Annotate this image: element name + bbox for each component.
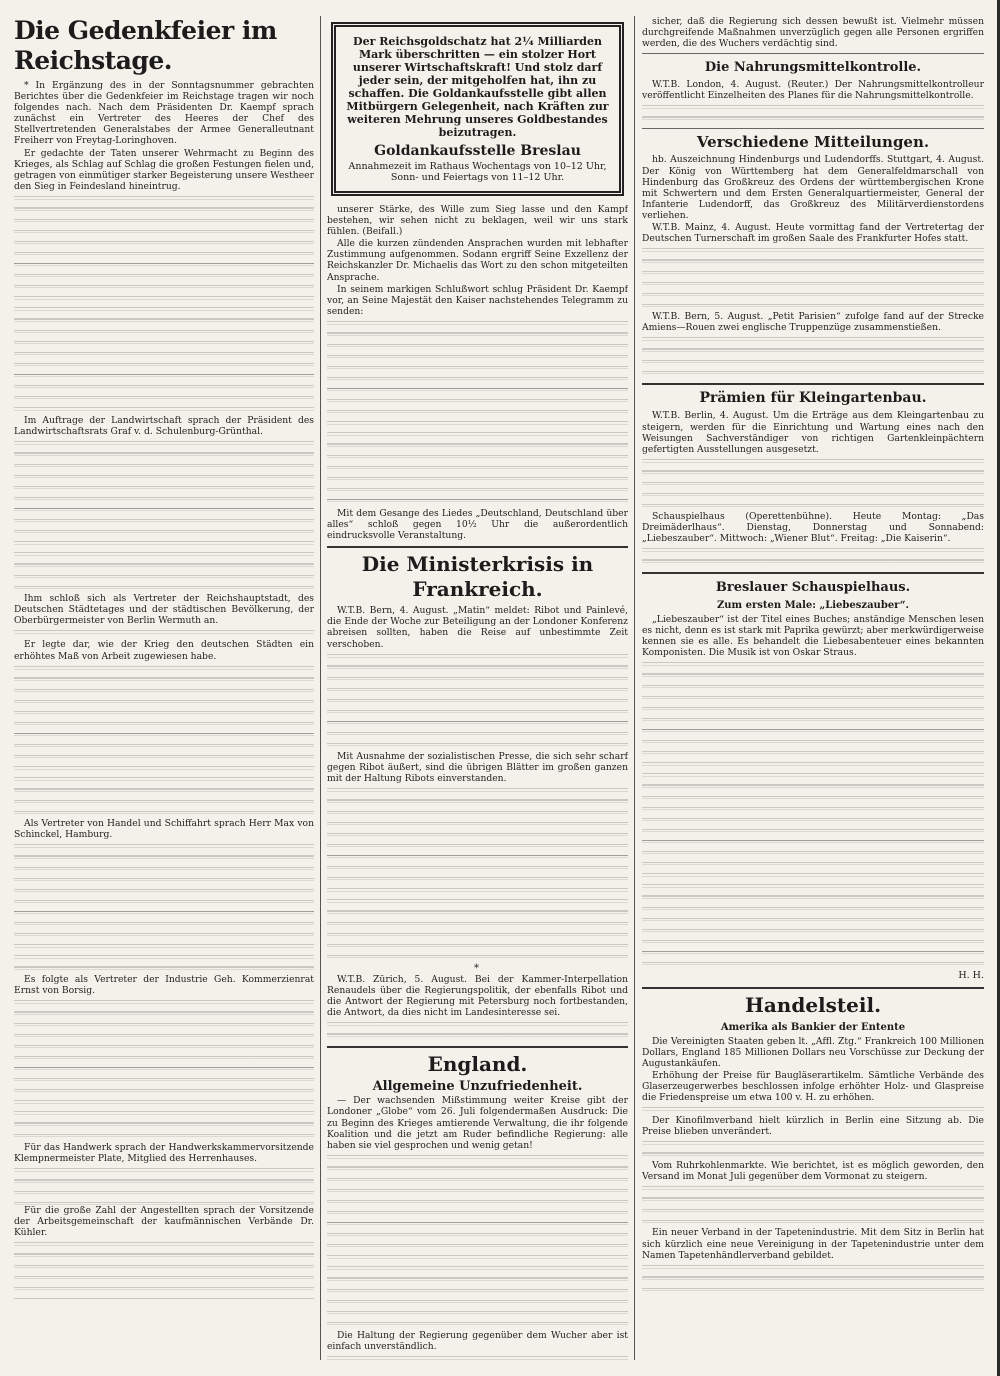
paragraph: * In Ergänzung des in der Sonntagsnummer gebrachten Berichtes über die Gedenkfeier im Reichstage tragen wir noch folgendes nach. Nach dem Präsidenten Dr. Kaempf sprach zunächst ein Vertreter des Heeres der Chef des Stellvertretenden Generalstabes der Armee Generalleutnant Freiherr von Freytag-Loringhoven.	[14, 80, 314, 147]
paragraph: Erhöhung der Preise für Baugläserartikelm. Sämtliche Verbände des Glaserzeugerwerbes beschlossen infolge erhöhter Holz- und Glaspreise die Friedenspreise um etwa 100 v. H. zu erhöhen.	[642, 1069, 984, 1103]
text-block	[327, 1019, 628, 1041]
paragraph: W.T.B. Zürich, 5. August. Bei der Kammer-Interpellation Renaudels über die Regierungspolitik, der ebenfalls Ribot und die Antwort der Regierung mit Petersburg noch fortbestanden, die Antwort, da dies nicht im Landesinteresse sei.	[327, 973, 628, 1019]
section-divider	[327, 546, 628, 548]
text-block	[642, 1183, 984, 1227]
section-divider	[642, 572, 984, 574]
text-block	[14, 193, 314, 415]
column-right	[642, 16, 984, 1360]
paragraph: Vom Ruhrkohlenmarkte. Wie berichtet, ist es möglich geworden, den Versand im Monat Juli gegenüber dem Vormonat zu steigern.	[642, 1160, 984, 1183]
section-divider	[642, 987, 984, 989]
paragraph: sicher, daß die Regierung sich dessen bewußt ist. Vielmehr müssen durchgreifende Maßnahmen unverzüglich gegen alle Personen ergriffen werden, die des Wuchers verdächtig sind.	[642, 16, 984, 50]
article-headline: Die Gedenkfeier im Reichstage.	[14, 16, 277, 75]
text-block	[14, 627, 314, 639]
paragraph: Der Kinofilmverband hielt kürzlich in Berlin eine Sitzung ab. Die Preise blieben unverändert.	[642, 1115, 984, 1138]
paragraph: Die Vereinigten Staaten geben lt. „Affl. Ztg.“ Frankreich 100 Millionen Dollars, England 185 Millionen Dollars neu Vorschüsse zur Deckung der Augustankäufen.	[642, 1035, 984, 1069]
article-body	[327, 204, 628, 541]
paragraph: W.T.B. Bern, 5. August. „Petit Parisien“ zufolge fand auf der Strecke Amiens—Rouen zwei englische Truppenzüge zusammenstießen.	[642, 311, 984, 334]
section-divider	[642, 53, 984, 54]
paragraph: Alle die kurzen zündenden Ansprachen wurden mit lebhafter Zustimmung aufgenommen. Sodann ergriff Seine Exzellenz der Reichskanzler Dr. Michaelis das Wort zu den schon mitgeteilten Ansprache.	[327, 238, 628, 283]
text-block	[14, 438, 314, 593]
paragraph: Er gedachte der Taten unserer Wehrmacht zu Beginn des Krieges, als Schlag auf Schlag die großen Festungen fielen und, getragen von einmütiger starker Begeisterung unsere Westheer den Sieg in Feindesland hineintrug.	[14, 147, 314, 192]
paragraph: W.T.B. Bern, 4. August. „Matin“ meldet: Ribot und Painlevé, die Ende der Woche zur Beteiligung an der Londoner Konferenz abreisen sollten, haben die Reise auf unbestimmte Zeit verschoben.	[327, 605, 628, 650]
text-block	[642, 1138, 984, 1160]
ad-hours: Annahmezeit im Rathaus Wochentags von 10–12 Uhr, Sonn- und Feiertags von 11–12 Uhr.	[348, 161, 607, 183]
paragraph: Er legte dar, wie der Krieg den deutschen Städten ein erhöhtes Maß von Arbeit zugewiesen habe.	[14, 639, 314, 662]
paragraph: „Liebeszauber“ ist der Titel eines Buches; anständige Menschen lesen es nicht, denn es ist stark mit Paprika gewürzt; aber merkwürdigerweise kennen sie es alle. Es behandelt die Liebesabenteuer eines bekannten Komponisten. Die Musik ist von Oskar Straus.	[642, 614, 984, 659]
article-headline: Die Ministerkrisis in Frankreich.	[361, 552, 594, 602]
paragraph: W.T.B. Mainz, 4. August. Heute vormittag fand der Vertretertag der Deutschen Turnerschaft im großen Saale des Frankfurter Hofes statt.	[642, 222, 984, 245]
article-body	[642, 614, 984, 981]
text-block	[642, 659, 984, 969]
article-subheadline: Amerika als Bankier der Entente	[720, 1021, 906, 1033]
column-rule	[320, 16, 321, 1360]
text-block	[327, 1353, 628, 1360]
paragraph: Mit Ausnahme der sozialistischen Presse, die sich sehr scharf gegen Ribot äußert, sind die übrigen Blätter im großen ganzen mit der Haltung Ribots einverstanden.	[327, 750, 628, 784]
paragraph: W.T.B. London, 4. August. (Reuter.) Der Nahrungsmittelkontrolleur veröffentlicht Einzelheiten des Planes für die Nahrungsmittelkontrolle.	[642, 79, 984, 102]
article-headline: Prämien für Kleingartenbau.	[699, 390, 927, 407]
text-block	[327, 651, 628, 751]
article-headline: England.	[427, 1052, 528, 1077]
paragraph: Ein neuer Verband in der Tapetenindustrie. Mit dem Sitz in Berlin hat sich kürzlich eine neue Vereinigung in der Tapetenindustrie unter dem Namen Tapetenhändlerverband gebildet.	[642, 1227, 984, 1261]
ad-title: Goldankaufsstelle Breslau	[374, 143, 581, 159]
text-block	[14, 997, 314, 1142]
article-body	[327, 1095, 628, 1360]
article-subheadline: Allgemeine Unzufriedenheit.	[372, 1079, 583, 1095]
text-block	[642, 1104, 984, 1115]
article-body	[642, 16, 984, 49]
article-body	[642, 410, 984, 567]
paragraph: Für das Handwerk sprach der Handwerkskammervorsitzende Klempnermeister Plate, Mitglied des Herrenhauses.	[14, 1141, 314, 1165]
article-headline: Breslauer Schauspielhaus.	[715, 580, 911, 596]
article-headline: Die Nahrungsmittelkontrolle.	[704, 60, 922, 76]
text-block	[327, 1152, 628, 1330]
paragraph: Im Auftrage der Landwirtschaft sprach der Präsident des Landwirtschaftsrats Graf v. d. Schulenburg-Grünthal.	[14, 414, 314, 438]
text-block	[642, 102, 984, 124]
article-body	[642, 79, 984, 124]
column-middle	[327, 16, 628, 1360]
column-left	[14, 16, 314, 1360]
article-body	[327, 605, 628, 1041]
paragraph: Es folgte als Vertreter der Industrie Geh. Kommerzienrat Ernst von Borsig.	[14, 973, 314, 996]
article-subheadline: Zum ersten Male: „Liebeszauber“.	[716, 600, 910, 612]
paragraph: Ihm schloß sich als Vertreter der Reichshauptstadt, des Deutschen Städtetages und der städtischen Bevölkerung, der Oberbürgermeister von Berlin Wermuth an.	[14, 593, 314, 627]
separator-asterisk: *	[474, 962, 481, 974]
ad-text: Der Reichsgoldschatz hat 2¼ Milliarden Mark überschritten — ein stolzer Hort unserer Wirtschaftskraft! Und stolz darf jeder sein, der mitgeholfen hat, ihn zu schaffen. Die Goldankaufsstelle gibt allen Mitbürgern Gelegenheit, nach Kräften zur weiteren Mehrung unseres Goldbestandes beizutragen.	[346, 35, 609, 139]
paragraph: In seinem markigen Schlußwort schlug Präsident Dr. Kaempf vor, an Seine Majestät den Kaiser nachstehendes Telegramm zu senden:	[327, 283, 628, 317]
section-divider	[642, 383, 984, 385]
paragraph: hb. Auszeichnung Hindenburgs und Ludendorffs. Stuttgart, 4. August. Der König von Württemberg hat dem Generalfeldmarschall von Hindenburg das Großkreuz des Ordens der württembergischen Krone mit Schwertern und dem Ersten Generalquartiermeister, General der Infanterie Ludendorff, das Großkreuz des Militärverdienstordens verliehen.	[642, 154, 984, 221]
paragraph: Mit dem Gesange des Liedes „Deutschland, Deutschland über alles“ schloß gegen 10½ Uhr die außerordentlich eindrucksvolle Veranstaltung.	[327, 507, 628, 542]
text-block	[14, 1239, 314, 1299]
text-block	[14, 841, 314, 974]
paragraph: — Der wachsenden Mißstimmung weiter Kreise gibt der Londoner „Globe“ vom 26. Juli folgendermaßen Ausdruck: Die zu Beginn des Krieges amtierende Verwaltung, die ihr folgende Koalition und die jetzt am Ruder befindliche Regierung: alle haben sie viel gesprochen und wenig getan!	[327, 1095, 628, 1151]
article-body	[642, 154, 984, 378]
paragraph: Für die große Zahl der Angestellten sprach der Vorsitzende der Arbeitsgemeinschaft der kaufmännischen Verbände Dr. Kühler.	[14, 1205, 314, 1239]
section-divider	[327, 1046, 628, 1048]
text-block	[642, 456, 984, 511]
article-headline: Handelsteil.	[744, 992, 882, 1017]
paragraph: unserer Stärke, des Wille zum Sieg lasse und den Kampf bestehen, wir sehen nicht zu beklagen, weil wir uns stark fühlen. (Beifall.)	[327, 204, 628, 238]
text-block	[327, 785, 628, 963]
paragraph: W.T.B. Berlin, 4. August. Um die Erträge aus dem Kleingartenbau zu steigern, werden für die Einrichtung und Wartung eines nach den Weisungen Sachverständiger von richtigen Gartenkleinpächtern gefertigten Ausstellungen ausgesetzt.	[642, 410, 984, 455]
text-block	[642, 1262, 984, 1296]
paragraph: Schauspielhaus (Operettenbühne). Heute Montag: „Das Dreimäderlhaus“. Dienstag, Donnerstag und Sonnabend: „Liebeszauber“. Mittwoch: „Wiener Blut“. Freitag: „Die Kaiserin“.	[642, 510, 984, 544]
paragraph: Als Vertreter von Handel und Schiffahrt sprach Herr Max von Schinckel, Hamburg.	[14, 817, 314, 840]
article-body	[14, 80, 314, 1299]
column-rule	[634, 16, 635, 1360]
text-block	[14, 1165, 314, 1205]
section-divider	[642, 128, 984, 129]
text-block	[14, 663, 314, 818]
advertisement-box	[331, 22, 624, 196]
paragraph: Die Haltung der Regierung gegenüber dem Wucher aber ist einfach unverständlich.	[327, 1329, 628, 1352]
text-block	[327, 318, 628, 508]
newspaper-page	[14, 16, 984, 1360]
text-block	[642, 334, 984, 378]
text-block	[642, 245, 984, 311]
author-signature: H. H.	[958, 970, 984, 982]
article-body	[642, 1036, 984, 1296]
text-block	[642, 545, 984, 567]
article-headline: Verschiedene Mitteilungen.	[696, 133, 930, 152]
